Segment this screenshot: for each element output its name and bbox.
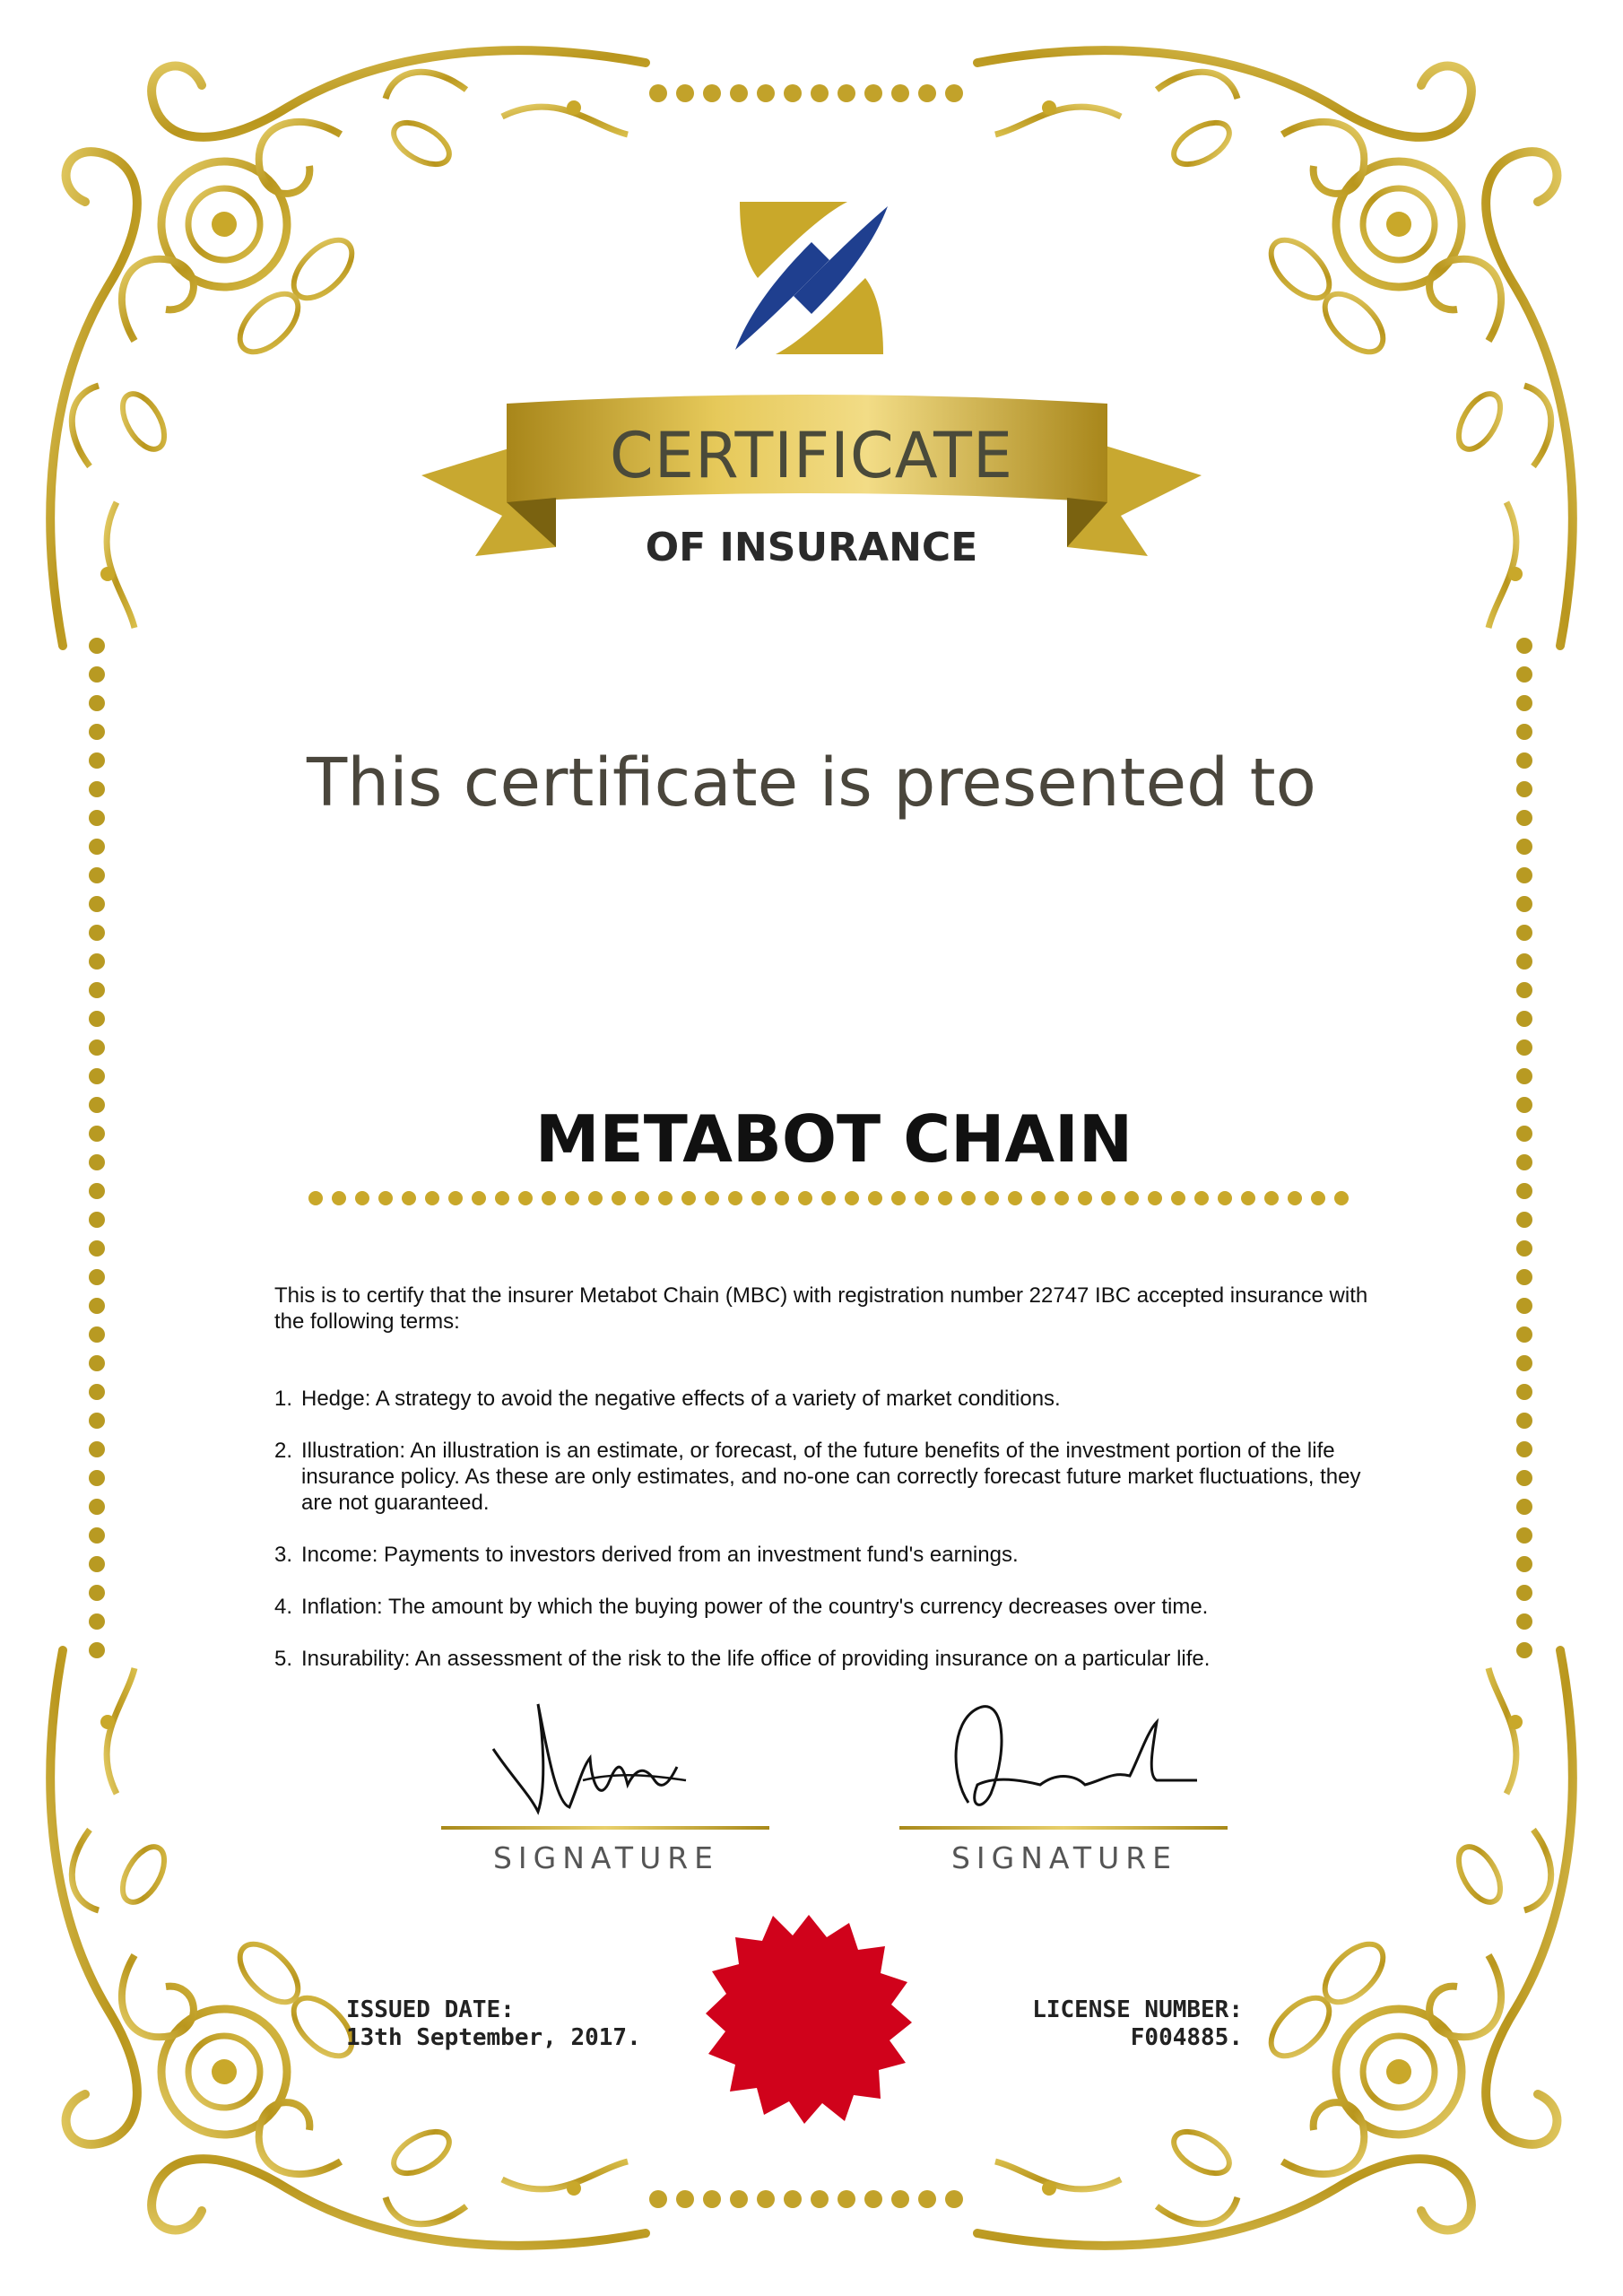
certificate-subtitle: OF INSURANCE xyxy=(645,525,978,570)
term-item: 2. Illustration: An illustration is an estimate, or forecast, of the future benefits of the investment portion of the life insurance policy. As these are only estimates, and no-one can correctly forecast future market fluctuations, they are not guaranteed. xyxy=(274,1439,1361,1515)
signature-line-right xyxy=(899,1826,1228,1830)
term-item: 3. Income: Payments to investors derived from an investment fund's earnings. xyxy=(274,1543,1019,1567)
metabot-logo-icon xyxy=(735,202,888,354)
license-number-value: F004885. xyxy=(1130,2024,1243,2051)
presented-to-heading: This certificate is presented to xyxy=(307,744,1316,822)
certificate-title: CERTIFICATE xyxy=(609,419,1014,492)
signature-line-left xyxy=(441,1826,769,1830)
term-item: 5. Insurability: An assessment of the risk to the life office of providing insurance on a particular life. xyxy=(274,1647,1211,1671)
signature-label-left: SIGNATURE xyxy=(492,1840,720,1875)
recipient-name: METABOT CHAIN xyxy=(534,1101,1133,1177)
signature-left-icon xyxy=(484,1695,699,1830)
issued-date-block xyxy=(346,1996,641,2052)
red-seal-icon xyxy=(706,1915,912,2124)
certification-intro: This is to certify that the insurer Metabot Chain (MBC) with registration number 22747 IBC accepted insurance with the following terms: xyxy=(274,1283,1368,1334)
license-number-label: LICENSE NUMBER: xyxy=(1032,1996,1243,2023)
issued-date-label: ISSUED DATE: xyxy=(346,1996,515,2023)
term-item: 4. Inflation: The amount by which the buying power of the country's currency decreases over time. xyxy=(274,1595,1209,1619)
terms-list xyxy=(274,1386,1377,1698)
signature-right-icon xyxy=(942,1695,1211,1830)
term-item: 1. Hedge: A strategy to avoid the negative effects of a variety of market conditions. xyxy=(274,1387,1061,1411)
signature-label-right: SIGNATURE xyxy=(950,1840,1178,1875)
license-number-block xyxy=(1032,1996,1243,2052)
issued-date-value: 13th September, 2017. xyxy=(346,2024,641,2051)
